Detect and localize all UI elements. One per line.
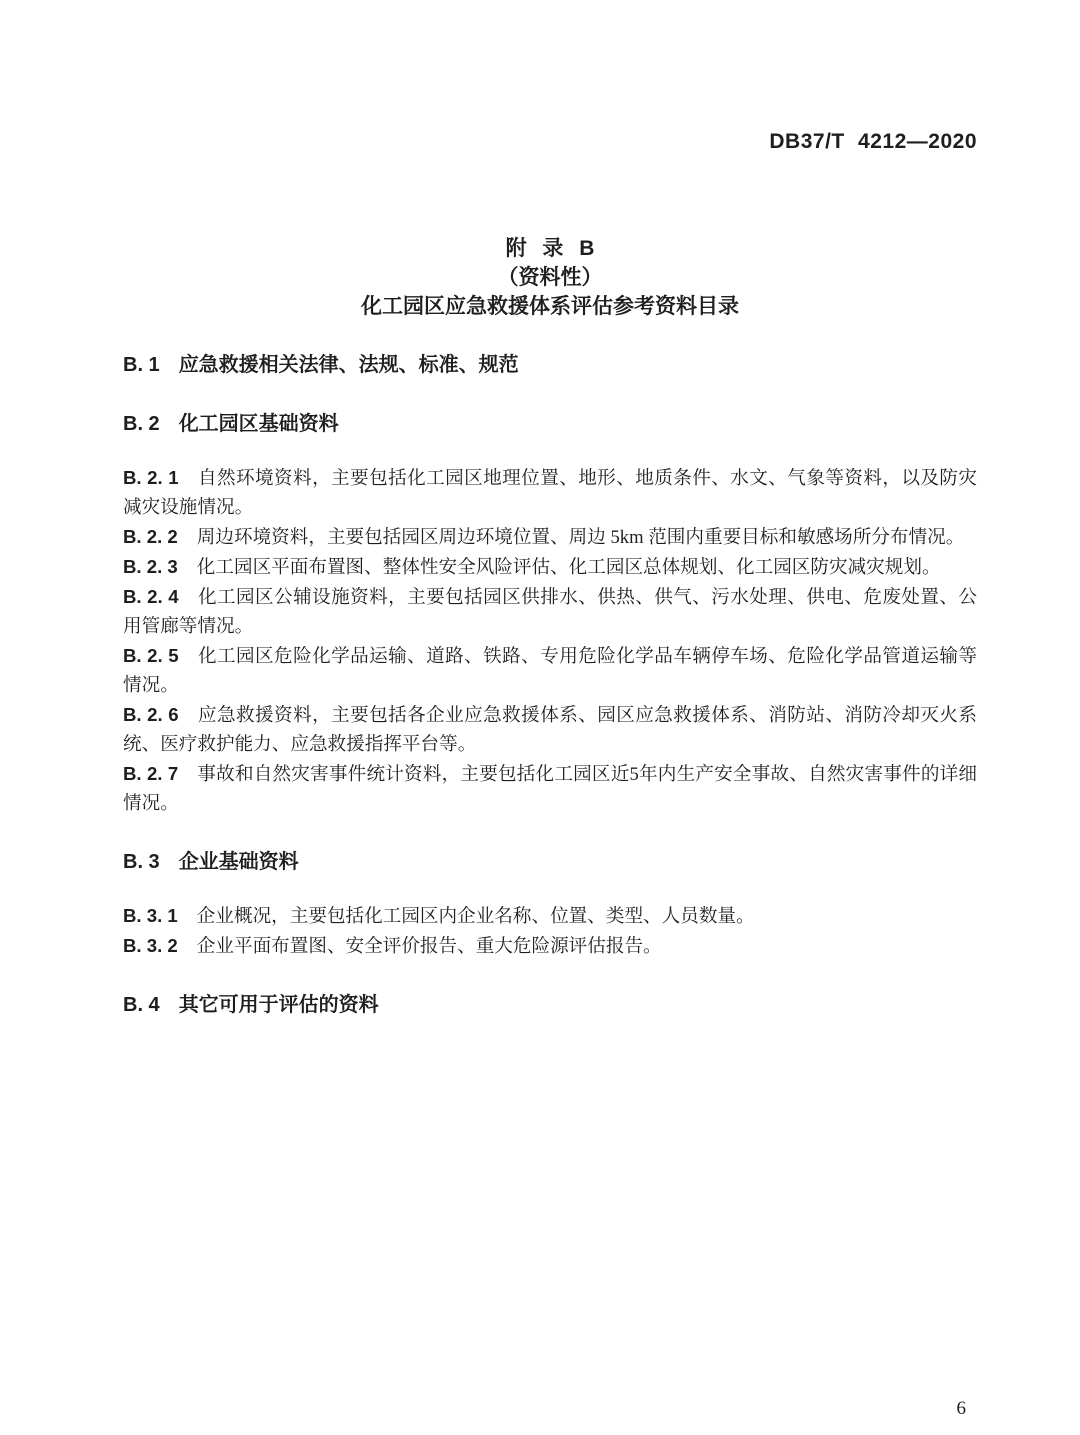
clause-text: 应急救援相关法律、法规、标准、规范 (178, 354, 519, 376)
clause-number: B. 3. 1 (123, 905, 178, 926)
clause-text: 应急救援资料，主要包括各企业应急救援体系、园区应急救援体系、消防站、消防冷却灭火系统、医疗救护能力、应急救援指挥平台等。 (123, 705, 977, 755)
clause-number: B. 2. 1 (123, 467, 179, 488)
section-paragraph (123, 552, 977, 582)
clause-text: 自然环境资料，主要包括化工园区地理位置、地形、地质条件、水文、气象等资料，以及防灾减灾设施情况。 (123, 468, 977, 518)
clause-text: 企业平面布置图、安全评价报告、重大危险源评估报告。 (196, 936, 662, 957)
section-paragraph (123, 641, 977, 700)
section-heading (123, 991, 977, 1020)
page-number: 6 (956, 1398, 966, 1419)
clause-number: B. 2. 2 (123, 526, 178, 547)
clause-text: 化工园区公辅设施资料，主要包括园区供排水、供热、供气、污水处理、供电、危废处置、公用管廊等情况。 (123, 587, 977, 637)
clause-text: 其它可用于评估的资料 (178, 994, 379, 1016)
section-paragraph (123, 522, 977, 552)
section-paragraph (123, 582, 977, 641)
document-header (123, 127, 977, 158)
standard-number: DB37/T 4212—2020 (769, 130, 977, 153)
clause-number: B. 2 (123, 413, 160, 435)
clause-number: B. 4 (123, 994, 160, 1016)
clause-text: 企业概况，主要包括化工园区内企业名称、位置、类型、人员数量。 (196, 906, 755, 927)
clause-number: B. 2. 5 (123, 645, 179, 666)
clause-number: B. 2. 4 (123, 586, 179, 607)
clause-text: 周边环境资料，主要包括园区周边环境位置、周边 5km 范围内重要目标和敏感场所分布情况。 (196, 527, 965, 548)
clause-number: B. 3 (123, 851, 160, 873)
appendix-subject: 化工园区应急救援体系评估参考资料目录 (361, 295, 739, 318)
clause-list (123, 351, 977, 1020)
clause-number: B. 2. 7 (123, 763, 179, 784)
clause-text: 化工园区基础资料 (178, 413, 339, 435)
clause-number: B. 2. 3 (123, 556, 178, 577)
section-paragraph (123, 759, 977, 818)
appendix-classification: （资料性） (497, 266, 603, 289)
clause-number: B. 1 (123, 354, 160, 376)
appendix-title: 附 录 B (505, 237, 595, 260)
clause-text: 企业基础资料 (178, 851, 299, 873)
section-paragraph (123, 901, 977, 931)
section-paragraph (123, 700, 977, 759)
section-heading (123, 410, 977, 439)
clause-text: 化工园区平面布置图、整体性安全风险评估、化工园区总体规划、化工园区防灾减灾规划。 (196, 557, 941, 578)
appendix-title-block (123, 234, 977, 321)
clause-text: 事故和自然灾害事件统计资料，主要包括化工园区近5年内生产安全事故、自然灾害事件的详细情况。 (123, 764, 977, 814)
section-paragraph (123, 463, 977, 522)
section-paragraph (123, 931, 977, 961)
clause-number: B. 3. 2 (123, 935, 178, 956)
clause-number: B. 2. 6 (123, 704, 179, 725)
section-heading (123, 848, 977, 877)
section-heading (123, 351, 977, 380)
clause-text: 化工园区危险化学品运输、道路、铁路、专用危险化学品车辆停车场、危险化学品管道运输等情况。 (123, 646, 977, 696)
